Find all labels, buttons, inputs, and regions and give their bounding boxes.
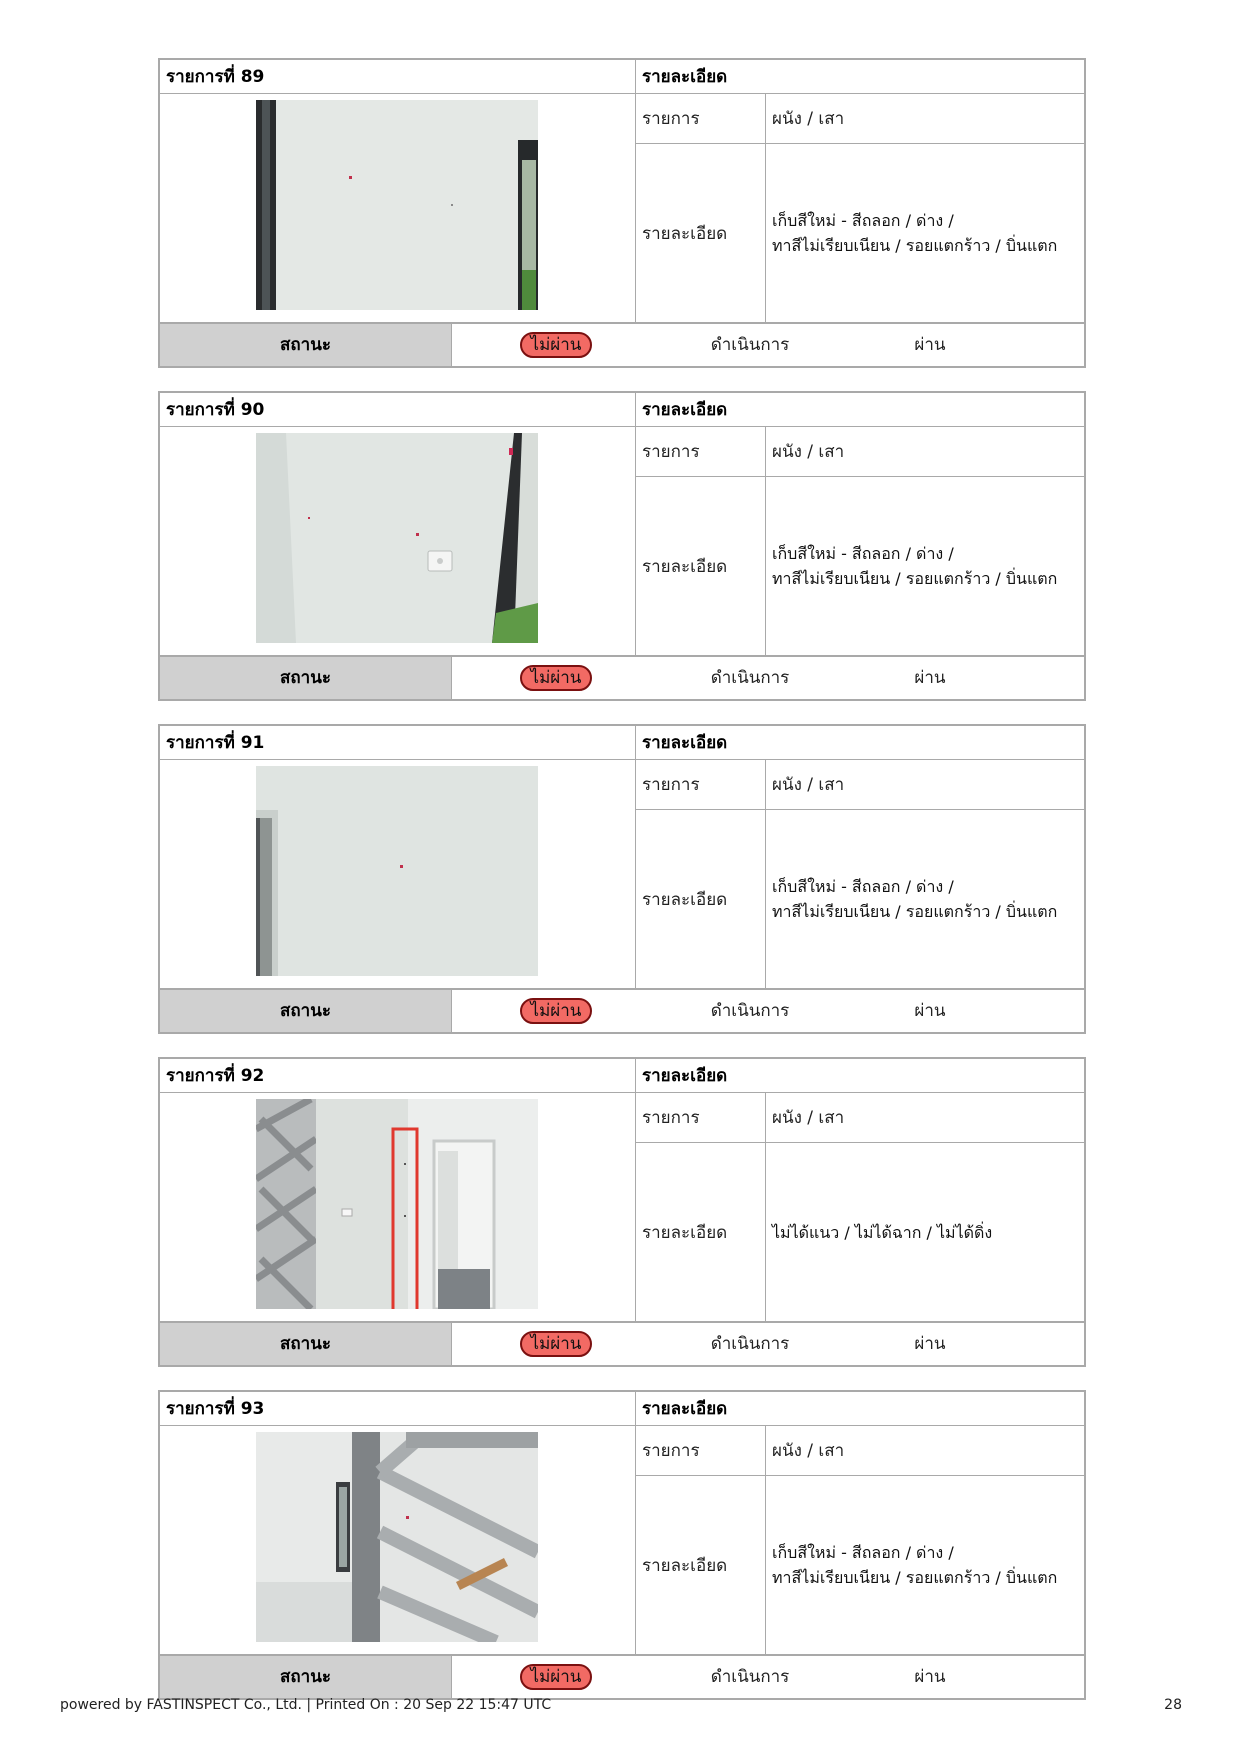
detail-value: ไม่ได้แนว / ไม่ได้ฉาก / ไม่ได้ดิ่ง <box>772 1222 993 1242</box>
item-value: ผนัง / เสา <box>766 1093 1084 1143</box>
wall-photo[interactable] <box>256 100 538 310</box>
detail-label: รายละเอียด <box>636 144 766 322</box>
item-value: ผนัง / เสา <box>766 760 1084 810</box>
detail-value: เก็บสีใหม่ - สีถลอก / ด่าง / ทาสีไม่เรียบเนียน / รอยแตกร้าว / บิ่นแตก <box>772 877 1058 921</box>
status-pass-option[interactable]: ผ่าน <box>914 1001 946 1021</box>
status-label: สถานะ <box>160 990 452 1032</box>
detail-header: รายละเอียด <box>636 1392 1084 1426</box>
detail-header: รายละเอียด <box>636 393 1084 427</box>
inspection-item-90 <box>158 391 1086 701</box>
item-label: รายการ <box>636 94 766 144</box>
status-in-progress-option[interactable]: ดำเนินการ <box>710 668 790 688</box>
status-row <box>160 655 1084 699</box>
inspection-item-92 <box>158 1057 1086 1367</box>
detail-header: รายละเอียด <box>636 60 1084 94</box>
detail-header: รายละเอียด <box>636 1059 1084 1093</box>
detail-value: เก็บสีใหม่ - สีถลอก / ด่าง / ทาสีไม่เรียบเนียน / รอยแตกร้าว / บิ่นแตก <box>772 211 1058 255</box>
detail-value: เก็บสีใหม่ - สีถลอก / ด่าง / ทาสีไม่เรียบเนียน / รอยแตกร้าว / บิ่นแตก <box>772 544 1058 588</box>
status-row <box>160 322 1084 366</box>
item-label: รายการ <box>636 1093 766 1143</box>
item-label: รายการ <box>636 760 766 810</box>
status-label: สถานะ <box>160 1323 452 1365</box>
status-pass-option[interactable]: ผ่าน <box>914 1667 946 1687</box>
item-title: รายการที่ 90 <box>160 393 636 427</box>
status-fail-badge[interactable]: ไม่ผ่าน <box>520 998 592 1024</box>
wall-photo[interactable] <box>256 1099 538 1309</box>
item-title: รายการที่ 91 <box>160 726 636 760</box>
status-label: สถานะ <box>160 657 452 699</box>
detail-label: รายละเอียด <box>636 477 766 655</box>
status-in-progress-option[interactable]: ดำเนินการ <box>710 1667 790 1687</box>
detail-label: รายละเอียด <box>636 1143 766 1321</box>
status-fail-badge[interactable]: ไม่ผ่าน <box>520 1664 592 1690</box>
item-value: ผนัง / เสา <box>766 1426 1084 1476</box>
detail-header: รายละเอียด <box>636 726 1084 760</box>
status-in-progress-option[interactable]: ดำเนินการ <box>710 1001 790 1021</box>
inspection-item-91 <box>158 724 1086 1034</box>
status-pass-option[interactable]: ผ่าน <box>914 668 946 688</box>
status-label: สถานะ <box>160 324 452 366</box>
status-in-progress-option[interactable]: ดำเนินการ <box>710 1334 790 1354</box>
photo-cell <box>160 760 636 988</box>
wall-photo[interactable] <box>256 433 538 643</box>
photo-cell <box>160 1426 636 1654</box>
item-label: รายการ <box>636 427 766 477</box>
detail-value: เก็บสีใหม่ - สีถลอก / ด่าง / ทาสีไม่เรียบเนียน / รอยแตกร้าว / บิ่นแตก <box>772 1543 1058 1587</box>
photo-cell <box>160 427 636 655</box>
item-title: รายการที่ 92 <box>160 1059 636 1093</box>
inspection-item-89 <box>158 58 1086 368</box>
wall-photo[interactable] <box>256 766 538 976</box>
status-fail-badge[interactable]: ไม่ผ่าน <box>520 1331 592 1357</box>
status-fail-badge[interactable]: ไม่ผ่าน <box>520 332 592 358</box>
photo-cell <box>160 1093 636 1321</box>
status-row <box>160 1654 1084 1698</box>
photo-cell <box>160 94 636 322</box>
item-value: ผนัง / เสา <box>766 94 1084 144</box>
item-label: รายการ <box>636 1426 766 1476</box>
status-pass-option[interactable]: ผ่าน <box>914 1334 946 1354</box>
footer-printed-info: powered by FASTINSPECT Co., Ltd. | Printed On : 20 Sep 22 15:47 UTC <box>60 1697 552 1713</box>
wall-photo[interactable] <box>256 1432 538 1642</box>
inspection-item-93 <box>158 1390 1086 1700</box>
status-label: สถานะ <box>160 1656 452 1698</box>
status-pass-option[interactable]: ผ่าน <box>914 335 946 355</box>
status-in-progress-option[interactable]: ดำเนินการ <box>710 335 790 355</box>
detail-label: รายละเอียด <box>636 810 766 988</box>
item-value: ผนัง / เสา <box>766 427 1084 477</box>
status-row <box>160 988 1084 1032</box>
item-title: รายการที่ 93 <box>160 1392 636 1426</box>
page-number: 28 <box>1164 1697 1182 1713</box>
status-fail-badge[interactable]: ไม่ผ่าน <box>520 665 592 691</box>
item-title: รายการที่ 89 <box>160 60 636 94</box>
status-row <box>160 1321 1084 1365</box>
detail-label: รายละเอียด <box>636 1476 766 1654</box>
